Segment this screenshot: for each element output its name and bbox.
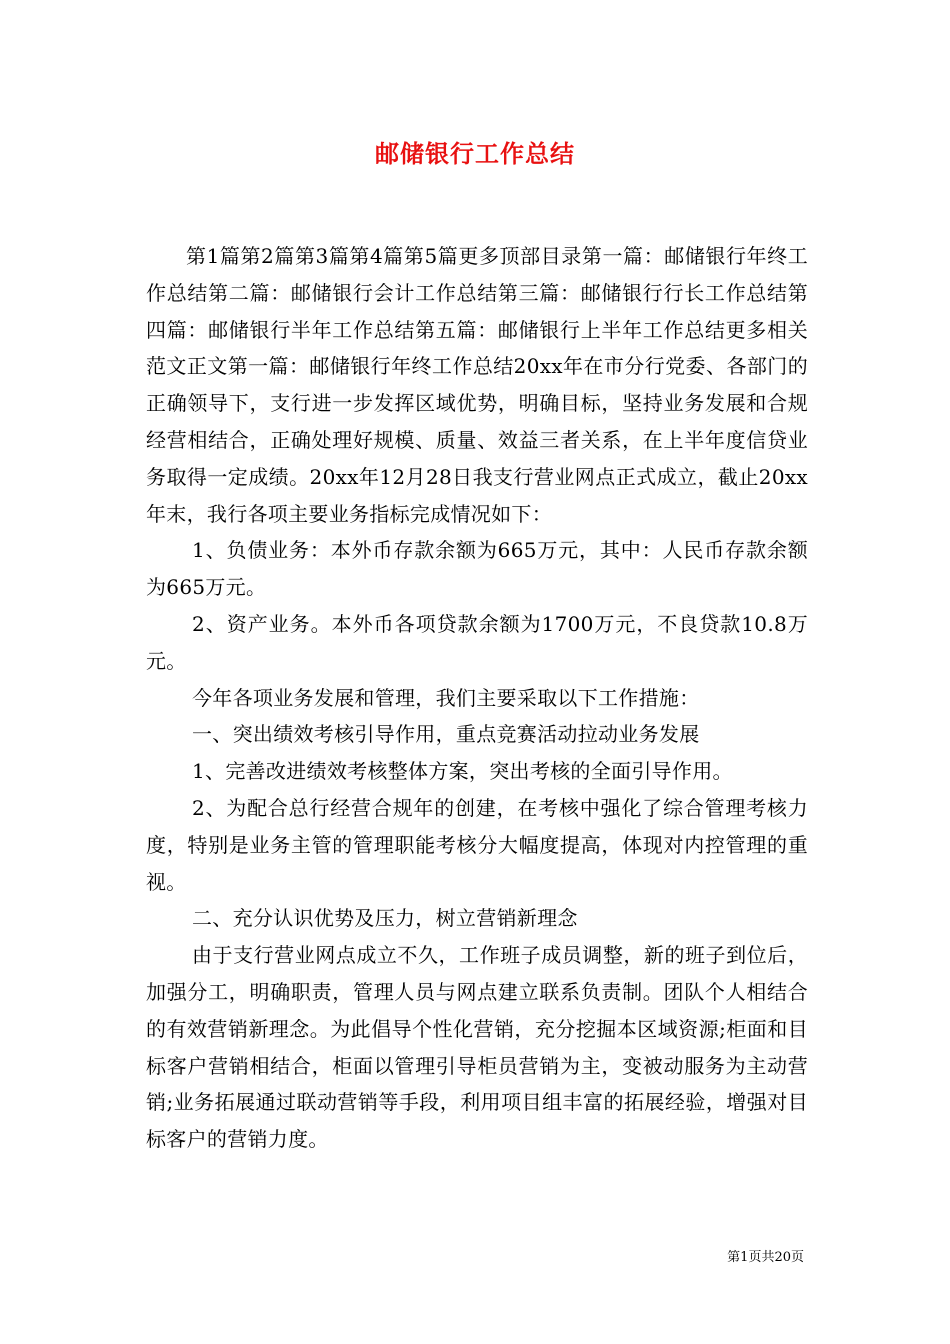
paragraph-item-1: 1、完善改进绩效考核整体方案，突出考核的全面引导作用。	[192, 759, 733, 784]
paragraph-marketing: 由于支行营业网点成立不久，工作班子成员调整，新的班子到位后，加强分工，明确职责，管理人员与网点建立联系负责制。团队个人相结合的有效营销新理念。为此倡导个性化营销，充分挖掘本区域资源;柜面和目标客户营销相结合，柜面以管理引导柜员营销为主，变被动服务为主动营销;业务拓展通过联动营销等手段，利用项目组丰富的拓展经验，增强对目标客户的营销力度。	[146, 943, 808, 1152]
paragraph-item-2: 2、为配合总行经营合规年的创建，在考核中强化了综合管理考核力度，特别是业务主管的管理职能考核分大幅度提高，体现对内控管理的重视。	[146, 795, 808, 894]
paragraph-intro: 第1篇第2篇第3篇第4篇第5篇更多顶部目录第一篇：邮储银行年终工作总结第二篇：邮储银行会计工作总结第三篇：邮储银行行长工作总结第四篇：邮储银行半年工作总结第五篇：邮储银行上半年工作总结更多相关范文正文第一篇：邮储银行年终工作总结20xx年在市分行党委、各部门的正确领导下，支行进一步发挥区域优势，明确目标，坚持业务发展和合规经营相结合，正确处理好规模、质量、效益三者关系，在上半年度信贷业务取得一定成绩。20xx年12月28日我支行营业网点正式成立，截止20xx年末，我行各项主要业务指标完成情况如下：	[146, 244, 808, 526]
section-heading-1: 一、突出绩效考核引导作用，重点竞赛活动拉动业务发展	[192, 722, 700, 747]
section-heading-2: 二、充分认识优势及压力，树立营销新理念	[192, 906, 578, 931]
document-title: 邮储银行工作总结	[375, 139, 575, 168]
page-number-footer: 第1页共20页	[727, 1250, 804, 1265]
paragraph-assets: 2、资产业务。本外币各项贷款余额为1700万元，不良贷款10.8万元。	[146, 611, 808, 673]
paragraph-liabilities: 1、负债业务：本外币存款余额为665万元，其中：人民币存款余额为665万元。	[146, 538, 808, 600]
document-body	[146, 238, 808, 1158]
paragraph-measures-intro: 今年各项业务发展和管理，我们主要采取以下工作措施：	[192, 685, 700, 710]
